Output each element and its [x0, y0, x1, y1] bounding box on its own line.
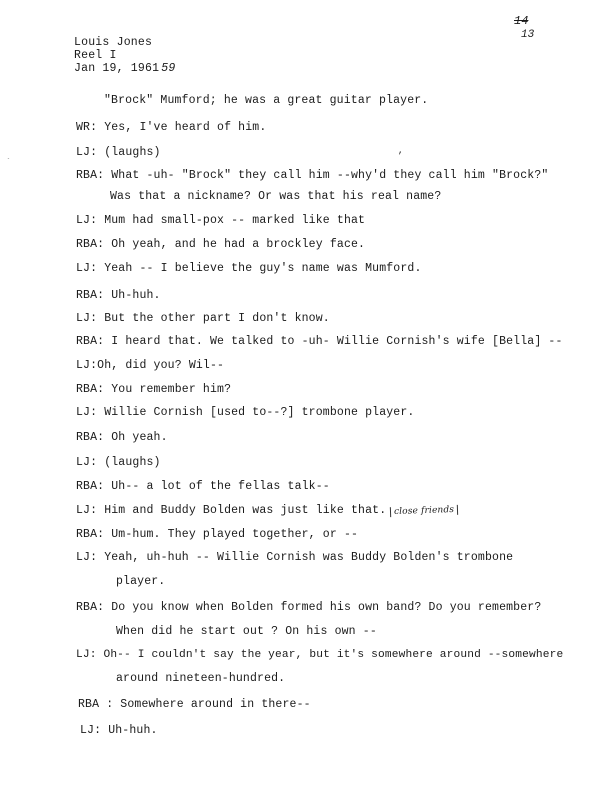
transcript-line: around nineteen-hundred.	[116, 672, 286, 685]
transcript-line	[76, 504, 458, 517]
transcript-line: RBA: Oh yeah.	[76, 431, 168, 444]
transcript-line: "Brock" Mumford; he was a great guitar player.	[104, 94, 429, 107]
interviewee-name: Louis Jones	[74, 36, 153, 49]
transcript-line: player.	[116, 575, 166, 588]
transcript-line: RBA: Do you know when Bolden formed his own band? Do you remember?	[76, 601, 542, 614]
margin-speck: `	[6, 158, 11, 167]
transcript-line: RBA: Oh yeah, and he had a brockley face.	[76, 238, 366, 251]
transcript-line: RBA: What -uh- "Brock" they call him --why'd they call him "Brock?"	[76, 169, 549, 182]
transcript-line: LJ: (laughs)	[76, 146, 161, 159]
transcript-line: RBA : Somewhere around in there--	[78, 698, 311, 711]
transcript-line: RBA: Um-hum. They played together, or --	[76, 528, 359, 541]
transcript-line: Was that a nickname? Or was that his real name?	[110, 190, 442, 203]
transcript-line: LJ: Oh-- I couldn't say the year, but it's somewhere around --somewhere	[76, 649, 564, 661]
page-number-crossed: 14	[514, 14, 529, 28]
transcript-line: WR: Yes, I've heard of him.	[76, 121, 267, 134]
transcript-line: RBA: You remember him?	[76, 383, 232, 396]
stray-mark: ,	[398, 146, 404, 156]
transcript-line: RBA: I heard that. We talked to -uh- Willie Cornish's wife [Bella] --	[76, 335, 563, 348]
transcript-line: LJ: Yeah, uh-huh -- Willie Cornish was Buddy Bolden's trombone	[76, 551, 514, 564]
transcript-line-text: LJ: Him and Buddy Bolden was just like that.	[76, 504, 387, 517]
transcript-line: LJ: Yeah -- I believe the guy's name was Mumford.	[76, 262, 422, 275]
page-number: 13	[521, 29, 535, 41]
transcript-line: LJ: Uh-huh.	[80, 724, 158, 737]
transcript-line: LJ: Mum had small-pox -- marked like that	[76, 214, 366, 227]
transcript-line: LJ: Willie Cornish [used to--?] trombone player.	[76, 406, 415, 419]
handwritten-annotation: close friends	[390, 505, 458, 517]
transcript-line: LJ:Oh, did you? Wil--	[76, 359, 225, 372]
interview-date-text: Jan 19, 1961	[74, 62, 160, 75]
transcript-line: LJ: (laughs)	[76, 456, 161, 469]
transcript-line: RBA: Uh-- a lot of the fellas talk--	[76, 480, 330, 493]
reel-label: Reel I	[74, 49, 117, 62]
transcript-line: LJ: But the other part I don't know.	[76, 312, 330, 325]
interview-date	[74, 62, 175, 75]
date-correction: 59	[161, 62, 176, 75]
transcript-line: RBA: Uh-huh.	[76, 289, 161, 302]
transcript-line: When did he start out ? On his own --	[116, 625, 377, 638]
